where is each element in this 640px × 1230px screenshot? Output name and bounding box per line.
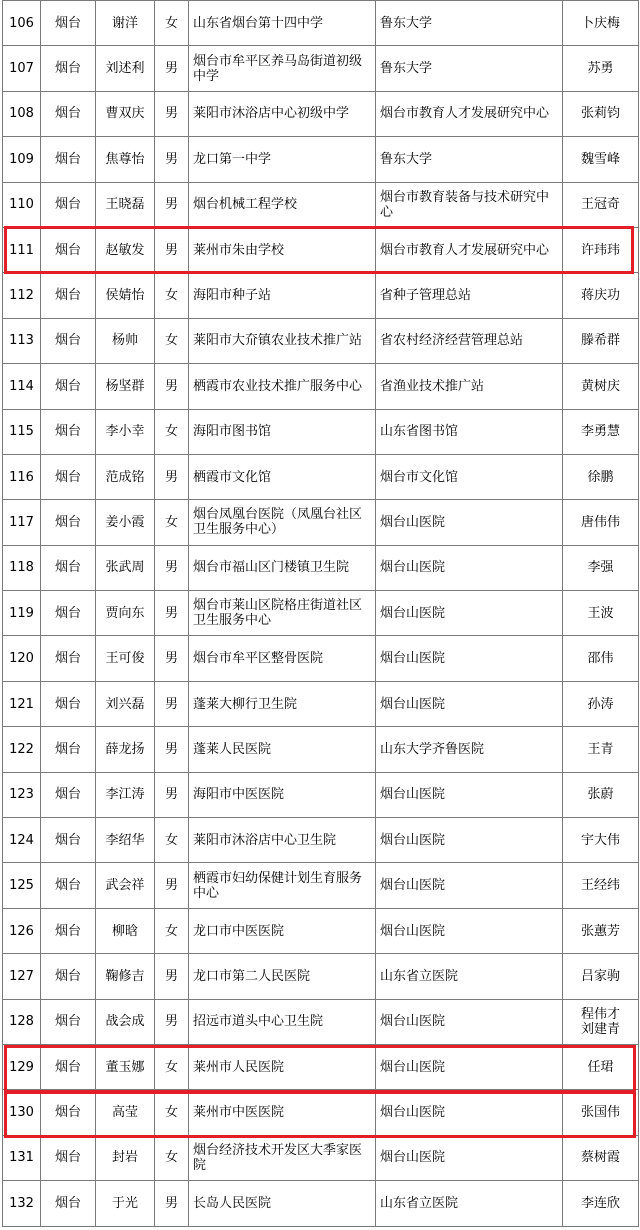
work-unit-cell: 莱州市中医医院 [189, 1090, 376, 1135]
mentor-cell: 吕家驹 [563, 954, 639, 999]
city-cell: 烟台 [41, 908, 96, 953]
gender-cell: 男 [155, 954, 189, 999]
table-row [3, 591, 639, 636]
training-institution-cell: 鲁东大学 [376, 46, 563, 91]
work-unit-cell: 山东省烟台第十四中学 [189, 1, 376, 46]
row-number: 116 [3, 454, 41, 499]
table-row [3, 227, 639, 272]
mentor-cell: 张莉钧 [563, 91, 639, 136]
row-number: 114 [3, 364, 41, 409]
gender-cell: 男 [155, 772, 189, 817]
name-cell: 封岩 [96, 1135, 155, 1180]
row-number: 131 [3, 1135, 41, 1180]
training-institution-cell: 烟台山医院 [376, 1090, 563, 1135]
table-row [3, 999, 639, 1044]
mentor-cell: 李强 [563, 545, 639, 590]
row-number: 110 [3, 182, 41, 227]
row-number: 118 [3, 545, 41, 590]
training-institution-cell: 烟台山医院 [376, 681, 563, 726]
gender-cell: 女 [155, 1090, 189, 1135]
gender-cell: 男 [155, 1181, 189, 1226]
row-number: 120 [3, 636, 41, 681]
name-cell: 贾向东 [96, 591, 155, 636]
work-unit-cell: 栖霞市农业技术推广服务中心 [189, 364, 376, 409]
work-unit-cell: 烟台市牟平区整骨医院 [189, 636, 376, 681]
city-cell: 烟台 [41, 1181, 96, 1226]
gender-cell: 男 [155, 364, 189, 409]
row-number: 113 [3, 318, 41, 363]
work-unit-cell: 莱州市人民医院 [189, 1044, 376, 1089]
gender-cell: 男 [155, 591, 189, 636]
gender-cell: 女 [155, 818, 189, 863]
row-number: 126 [3, 908, 41, 953]
city-cell: 烟台 [41, 91, 96, 136]
gender-cell: 女 [155, 1044, 189, 1089]
city-cell: 烟台 [41, 772, 96, 817]
table-row [3, 1135, 639, 1180]
city-cell: 烟台 [41, 1, 96, 46]
mentor-cell: 许玮玮 [563, 227, 639, 272]
training-institution-cell: 山东省立医院 [376, 1181, 563, 1226]
gender-cell: 女 [155, 1135, 189, 1180]
training-institution-cell: 烟台市教育人才发展研究中心 [376, 227, 563, 272]
table-row [3, 1090, 639, 1135]
mentor-cell: 邵伟 [563, 636, 639, 681]
roster-body [3, 1, 639, 1227]
name-cell: 鞠修吉 [96, 954, 155, 999]
training-institution-cell: 鲁东大学 [376, 137, 563, 182]
training-institution-cell: 烟台山医院 [376, 772, 563, 817]
mentor-cell: 任珺 [563, 1044, 639, 1089]
name-cell: 李江涛 [96, 772, 155, 817]
mentor-cell: 蒋庆功 [563, 273, 639, 318]
gender-cell: 女 [155, 409, 189, 454]
city-cell: 烟台 [41, 182, 96, 227]
training-institution-cell: 山东省图书馆 [376, 409, 563, 454]
gender-cell: 男 [155, 46, 189, 91]
work-unit-cell: 长岛人民医院 [189, 1181, 376, 1226]
gender-cell: 男 [155, 137, 189, 182]
mentor-cell: 张国伟 [563, 1090, 639, 1135]
training-institution-cell: 烟台山医院 [376, 1135, 563, 1180]
work-unit-cell: 蓬莱大柳行卫生院 [189, 681, 376, 726]
table-row [3, 772, 639, 817]
mentor-cell: 王经纬 [563, 863, 639, 908]
training-institution-cell: 省渔业技术推广站 [376, 364, 563, 409]
training-institution-cell: 烟台山医院 [376, 545, 563, 590]
row-number: 132 [3, 1181, 41, 1226]
table-row [3, 46, 639, 91]
work-unit-cell: 招远市道头中心卫生院 [189, 999, 376, 1044]
work-unit-cell: 龙口市第二人民医院 [189, 954, 376, 999]
city-cell: 烟台 [41, 500, 96, 545]
table-row [3, 1181, 639, 1226]
name-cell: 王晓磊 [96, 182, 155, 227]
gender-cell: 男 [155, 863, 189, 908]
row-number: 123 [3, 772, 41, 817]
work-unit-cell: 龙口第一中学 [189, 137, 376, 182]
name-cell: 于光 [96, 1181, 155, 1226]
work-unit-cell: 莱州市朱由学校 [189, 227, 376, 272]
table-row [3, 954, 639, 999]
name-cell: 侯婧怡 [96, 273, 155, 318]
work-unit-cell: 海阳市种子站 [189, 273, 376, 318]
city-cell: 烟台 [41, 318, 96, 363]
name-cell: 刘兴磊 [96, 681, 155, 726]
name-cell: 李绍华 [96, 818, 155, 863]
name-cell: 姜小霞 [96, 500, 155, 545]
training-institution-cell: 鲁东大学 [376, 1, 563, 46]
city-cell: 烟台 [41, 137, 96, 182]
mentor-cell: 卜庆梅 [563, 1, 639, 46]
work-unit-cell: 莱阳市大夼镇农业技术推广站 [189, 318, 376, 363]
training-institution-cell: 烟台山医院 [376, 818, 563, 863]
work-unit-cell: 海阳市中医医院 [189, 772, 376, 817]
work-unit-cell: 龙口市中医医院 [189, 908, 376, 953]
mentor-cell: 张蔚 [563, 772, 639, 817]
table-row [3, 364, 639, 409]
row-number: 112 [3, 273, 41, 318]
table-row [3, 182, 639, 227]
name-cell: 战会成 [96, 999, 155, 1044]
work-unit-cell: 莱阳市沐浴店中心卫生院 [189, 818, 376, 863]
mentor-cell: 李勇慧 [563, 409, 639, 454]
gender-cell: 男 [155, 681, 189, 726]
city-cell: 烟台 [41, 863, 96, 908]
city-cell: 烟台 [41, 227, 96, 272]
roster-table [2, 0, 639, 1227]
gender-cell: 男 [155, 999, 189, 1044]
table-row [3, 318, 639, 363]
training-institution-cell: 烟台山医院 [376, 1044, 563, 1089]
row-number: 108 [3, 91, 41, 136]
mentor-cell: 孙涛 [563, 681, 639, 726]
table-row [3, 1044, 639, 1089]
work-unit-cell: 海阳市图书馆 [189, 409, 376, 454]
gender-cell: 男 [155, 545, 189, 590]
training-institution-cell: 烟台市教育人才发展研究中心 [376, 91, 563, 136]
name-cell: 薛龙扬 [96, 727, 155, 772]
mentor-cell: 王波 [563, 591, 639, 636]
table-row [3, 273, 639, 318]
name-cell: 柳晗 [96, 908, 155, 953]
name-cell: 范成铭 [96, 454, 155, 499]
name-cell: 赵敏发 [96, 227, 155, 272]
table-row [3, 818, 639, 863]
name-cell: 谢洋 [96, 1, 155, 46]
name-cell: 王可俊 [96, 636, 155, 681]
city-cell: 烟台 [41, 727, 96, 772]
name-cell: 李小幸 [96, 409, 155, 454]
city-cell: 烟台 [41, 681, 96, 726]
gender-cell: 女 [155, 500, 189, 545]
name-cell: 焦尊怡 [96, 137, 155, 182]
row-number: 128 [3, 999, 41, 1044]
training-institution-cell: 烟台山医院 [376, 636, 563, 681]
row-number: 117 [3, 500, 41, 545]
row-number: 129 [3, 1044, 41, 1089]
training-institution-cell: 烟台市教育装备与技术研究中心 [376, 182, 563, 227]
mentor-cell: 滕希群 [563, 318, 639, 363]
work-unit-cell: 蓬莱人民医院 [189, 727, 376, 772]
work-unit-cell: 烟台市福山区门楼镇卫生院 [189, 545, 376, 590]
gender-cell: 女 [155, 318, 189, 363]
city-cell: 烟台 [41, 545, 96, 590]
training-institution-cell: 烟台山医院 [376, 591, 563, 636]
work-unit-cell: 莱阳市沐浴店中心初级中学 [189, 91, 376, 136]
training-institution-cell: 烟台山医院 [376, 500, 563, 545]
mentor-cell: 李连欣 [563, 1181, 639, 1226]
row-number: 109 [3, 137, 41, 182]
city-cell: 烟台 [41, 636, 96, 681]
city-cell: 烟台 [41, 591, 96, 636]
mentor-cell: 黄树庆 [563, 364, 639, 409]
gender-cell: 男 [155, 227, 189, 272]
name-cell: 杨坚群 [96, 364, 155, 409]
city-cell: 烟台 [41, 1044, 96, 1089]
city-cell: 烟台 [41, 818, 96, 863]
row-number: 124 [3, 818, 41, 863]
mentor-cell: 程伟才 刘建青 [563, 999, 639, 1044]
mentor-cell: 唐伟伟 [563, 500, 639, 545]
row-number: 115 [3, 409, 41, 454]
mentor-cell: 张蕙芳 [563, 908, 639, 953]
table-row [3, 681, 639, 726]
city-cell: 烟台 [41, 273, 96, 318]
gender-cell: 女 [155, 1, 189, 46]
name-cell: 刘述利 [96, 46, 155, 91]
row-number: 130 [3, 1090, 41, 1135]
mentor-cell: 蔡树霞 [563, 1135, 639, 1180]
row-number: 107 [3, 46, 41, 91]
city-cell: 烟台 [41, 999, 96, 1044]
row-number: 106 [3, 1, 41, 46]
training-institution-cell: 烟台山医院 [376, 999, 563, 1044]
city-cell: 烟台 [41, 1090, 96, 1135]
table-row [3, 908, 639, 953]
work-unit-cell: 烟台机械工程学校 [189, 182, 376, 227]
row-number: 122 [3, 727, 41, 772]
mentor-cell: 王青 [563, 727, 639, 772]
work-unit-cell: 烟台市牟平区养马岛街道初级中学 [189, 46, 376, 91]
training-institution-cell: 省种子管理总站 [376, 273, 563, 318]
gender-cell: 男 [155, 454, 189, 499]
table-row [3, 727, 639, 772]
table-row [3, 454, 639, 499]
mentor-cell: 魏雪峰 [563, 137, 639, 182]
training-institution-cell: 烟台山医院 [376, 908, 563, 953]
table-row [3, 500, 639, 545]
training-institution-cell: 烟台山医院 [376, 863, 563, 908]
city-cell: 烟台 [41, 46, 96, 91]
mentor-cell: 王冠奇 [563, 182, 639, 227]
table-row [3, 863, 639, 908]
name-cell: 武会祥 [96, 863, 155, 908]
city-cell: 烟台 [41, 454, 96, 499]
name-cell: 高莹 [96, 1090, 155, 1135]
city-cell: 烟台 [41, 364, 96, 409]
table-row [3, 409, 639, 454]
table-row [3, 91, 639, 136]
training-institution-cell: 山东大学齐鲁医院 [376, 727, 563, 772]
work-unit-cell: 烟台经济技术开发区大季家医院 [189, 1135, 376, 1180]
table-row [3, 1, 639, 46]
training-institution-cell: 山东省立医院 [376, 954, 563, 999]
mentor-cell: 苏勇 [563, 46, 639, 91]
work-unit-cell: 栖霞市文化馆 [189, 454, 376, 499]
training-institution-cell: 省农村经济经营管理总站 [376, 318, 563, 363]
row-number: 111 [3, 227, 41, 272]
work-unit-cell: 栖霞市妇幼保健计划生育服务中心 [189, 863, 376, 908]
gender-cell: 男 [155, 727, 189, 772]
name-cell: 董玉娜 [96, 1044, 155, 1089]
gender-cell: 女 [155, 273, 189, 318]
row-number: 119 [3, 591, 41, 636]
name-cell: 张武周 [96, 545, 155, 590]
mentor-cell: 徐鹏 [563, 454, 639, 499]
training-institution-cell: 烟台市文化馆 [376, 454, 563, 499]
table-row [3, 545, 639, 590]
row-number: 125 [3, 863, 41, 908]
name-cell: 杨帅 [96, 318, 155, 363]
table-row [3, 137, 639, 182]
gender-cell: 男 [155, 636, 189, 681]
work-unit-cell: 烟台市莱山区院格庄街道社区卫生服务中心 [189, 591, 376, 636]
mentor-cell: 宇大伟 [563, 818, 639, 863]
table-row [3, 636, 639, 681]
city-cell: 烟台 [41, 1135, 96, 1180]
gender-cell: 女 [155, 908, 189, 953]
name-cell: 曹双庆 [96, 91, 155, 136]
city-cell: 烟台 [41, 954, 96, 999]
row-number: 127 [3, 954, 41, 999]
work-unit-cell: 烟台凤凰台医院（凤凰台社区卫生服务中心） [189, 500, 376, 545]
row-number: 121 [3, 681, 41, 726]
city-cell: 烟台 [41, 409, 96, 454]
gender-cell: 男 [155, 182, 189, 227]
gender-cell: 男 [155, 91, 189, 136]
